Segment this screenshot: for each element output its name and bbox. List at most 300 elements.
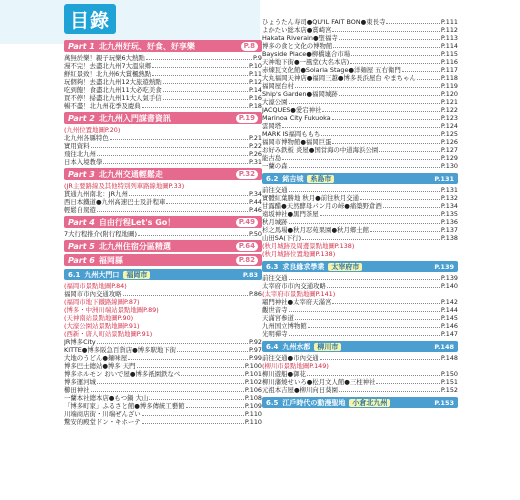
section-title <box>282 342 434 352</box>
toc-entry-page: P.135 <box>440 210 458 218</box>
toc-entry[interactable] <box>262 114 458 122</box>
toc-entry-page: P.119 <box>440 82 458 90</box>
toc-entry-text: 櫛田神社 <box>64 386 90 394</box>
leader-dots <box>289 167 440 168</box>
section-area-name: 福岡市 <box>123 271 150 279</box>
toc-entry-text: 赤煉瓦文化館●Solaria Stage●洋麺屋 五右衛門 <box>262 66 401 74</box>
part-page: P.19 <box>236 114 258 123</box>
toc-entry-page: P.122 <box>440 106 458 114</box>
toc-entry-page: P.11 <box>248 70 262 78</box>
map-reference-text: (福岡市地下鐵路線圖P.87) <box>64 298 140 306</box>
map-reference[interactable] <box>262 290 458 298</box>
toc-entry-text: 杉之馬場●秋月忍苑果園●秋月郷土館 <box>262 226 370 234</box>
toc-entry-page: P.123 <box>440 114 458 122</box>
toc-entry[interactable] <box>262 66 458 74</box>
part-page: P.49 <box>236 218 258 227</box>
leader-dots <box>282 159 440 160</box>
toc-entry-page: P.86 <box>248 290 262 298</box>
leader-dots <box>333 47 440 48</box>
leader-dots <box>97 383 244 384</box>
toc-entry-page: P.106 <box>244 386 262 394</box>
toc-entry-page: P.118 <box>440 74 458 82</box>
toc-entry[interactable] <box>64 198 262 206</box>
toc-entry-page: P.100 <box>244 362 262 370</box>
toc-entry-page: P.134 <box>440 202 458 210</box>
toc-entry-page: P.150 <box>440 370 458 378</box>
toc-entry[interactable] <box>64 354 262 362</box>
leader-dots <box>142 107 248 108</box>
map-reference[interactable] <box>64 282 262 290</box>
part-header[interactable] <box>64 216 262 228</box>
section-header[interactable] <box>64 269 262 280</box>
toc-entry-text: よかたい総本店●賞崎宮 <box>262 26 332 34</box>
part-header[interactable] <box>64 254 262 266</box>
part-header[interactable] <box>64 240 262 252</box>
toc-entry-text: Marinoa City Fukuoka <box>262 114 331 122</box>
toc-entry-text: お好み鉄板 炎屋●国営海の中道海浜公園 <box>262 146 379 154</box>
part-label: Part 3 <box>68 169 95 179</box>
leader-dots <box>289 103 440 104</box>
section-title <box>282 262 434 272</box>
toc-entry-text: 前往交通 <box>262 186 288 194</box>
toc-entry[interactable] <box>64 378 262 386</box>
toc-entry-text: 光明禪寺 <box>262 330 288 338</box>
leader-dots <box>91 147 248 148</box>
toc-entry-text: 博多巴士總站●博多 天門 <box>64 362 136 370</box>
map-reference[interactable] <box>64 330 262 338</box>
part-title: 福岡縣 <box>98 255 123 265</box>
toc-entry-text: 元祖本吉屋●柳川向日葵園 <box>262 386 338 394</box>
toc-entry[interactable] <box>262 18 458 26</box>
toc-entry-text: 北九州各縣特色 <box>64 134 109 142</box>
toc-entry[interactable] <box>262 186 458 194</box>
toc-entry-text: 天神地下街●一風堂(大名本店) <box>262 58 350 66</box>
leader-dots <box>332 303 439 304</box>
toc-entry-text: 輕鬆自駕遊 <box>64 206 96 214</box>
leader-dots <box>181 375 244 376</box>
toc-entry[interactable] <box>64 134 262 142</box>
toc-entry-page: P.139 <box>440 274 458 282</box>
part-title: 北九州入門謀書資訊 <box>98 113 171 123</box>
section-title <box>282 398 434 408</box>
toc-entry[interactable] <box>262 194 458 202</box>
toc-entry-page: P.132 <box>440 194 458 202</box>
leader-dots <box>370 231 440 232</box>
part-label: Part 5 <box>68 241 95 251</box>
section-number: 6.4 <box>266 342 279 351</box>
toc-entry[interactable] <box>262 122 458 130</box>
toc-entry-page: P.151 <box>440 378 458 386</box>
toc-entry-page: P.97 <box>248 346 262 354</box>
toc-entry[interactable] <box>64 158 262 166</box>
toc-entry[interactable] <box>262 378 458 386</box>
section-header[interactable] <box>262 397 458 408</box>
map-reference[interactable] <box>64 298 262 306</box>
toc-entry[interactable] <box>64 86 262 94</box>
toc-entry[interactable] <box>64 142 262 150</box>
part-title: 北九州住宿分區精選 <box>98 241 171 251</box>
section-page: P.83 <box>242 270 258 279</box>
toc-entry[interactable] <box>64 78 262 86</box>
toc-entry-text: 福岡市市內交通攻略 <box>64 290 122 298</box>
toc-entry[interactable] <box>262 298 458 306</box>
toc-entry-text: 暢不盡！北九州花季及慶典 <box>64 102 141 110</box>
toc-entry-page: P.44 <box>248 198 262 206</box>
leader-dots <box>97 343 248 344</box>
toc-entry-text: Hakata Riverain●聖福寺 <box>262 34 338 42</box>
map-reference[interactable] <box>64 182 262 190</box>
toc-entry-text: 玩個夠！去盡北九州12大旅遊熱點 <box>64 78 162 86</box>
toc-entry-text: Ship's Garden●福岡城跡 <box>262 90 338 98</box>
leader-dots <box>138 235 248 236</box>
map-reference[interactable] <box>262 362 458 370</box>
toc-entry-page: P.120 <box>440 90 458 98</box>
toc-entry-text: 太宰府市市內交通攻略 <box>262 282 326 290</box>
toc-entry-text: 前往交通 <box>262 274 288 282</box>
toc-entry-page: P.136 <box>440 218 458 226</box>
toc-entry-page: P.131 <box>440 186 458 194</box>
toc-entry-page: P.121 <box>440 98 458 106</box>
toc-entry-text: 甘露醋●天然酵母パン月の峠●痛築野倉酒 <box>262 202 382 210</box>
toc-entry-text: 驚安的殿堂ドン・キホーテ <box>64 418 141 426</box>
toc-entry-page: P.148 <box>440 354 458 362</box>
toc-entry[interactable] <box>262 234 458 242</box>
part-label: Part 1 <box>68 41 95 51</box>
toc-entry[interactable] <box>262 370 458 378</box>
section-subtitle: 九州水都 <box>282 342 311 351</box>
toc-entry-text: 漫不完！去盡北九州7大溫泉鄉 <box>64 62 152 70</box>
part-page: P.64 <box>236 242 258 251</box>
toc-entry[interactable] <box>262 74 458 82</box>
toc-entry-page: P.31 <box>248 158 262 166</box>
toc-entry[interactable] <box>262 202 458 210</box>
toc-entry[interactable] <box>64 190 262 198</box>
toc-entry[interactable] <box>262 146 458 154</box>
toc-entry-text: 天滿宮参道 <box>262 314 294 322</box>
part-label: Part 6 <box>68 255 95 265</box>
leader-dots <box>321 135 439 136</box>
toc-entry-text: 7大行程推介(附行程地圖) <box>64 230 137 238</box>
leader-dots <box>320 359 440 360</box>
leader-dots <box>376 383 440 384</box>
toc-entry[interactable] <box>262 82 458 90</box>
toc-entry[interactable] <box>64 94 262 102</box>
part-title: 北九州交通輕鬆走 <box>98 169 163 179</box>
toc-entry[interactable] <box>64 386 262 394</box>
toc-entry[interactable] <box>262 162 458 170</box>
toc-entry[interactable] <box>64 394 262 402</box>
toc-entry-text: 觀世音寺 <box>262 306 288 314</box>
leader-dots <box>97 211 248 212</box>
map-reference[interactable] <box>262 250 458 258</box>
leader-dots <box>91 391 244 392</box>
map-reference-text: (天神南站景點地圖P.90) <box>64 314 134 322</box>
leader-dots <box>360 199 440 200</box>
toc-entry[interactable] <box>64 290 262 298</box>
toc-entry-page: P.124 <box>440 122 458 130</box>
toc-entry-page: P.9 <box>253 54 262 62</box>
toc-entry[interactable] <box>262 282 458 290</box>
toc-entry-page: P.125 <box>440 130 458 138</box>
section-subtitle: 銘吉城 <box>282 174 304 183</box>
toc-entry[interactable] <box>262 386 458 394</box>
toc-entry[interactable] <box>64 402 262 410</box>
leader-dots <box>146 59 252 60</box>
toc-entry-text: 一蘭本社總本店●もつ鍋 大山 <box>64 394 149 402</box>
toc-entry[interactable] <box>262 306 458 314</box>
toc-entry-text: 貫通九州南北：JR九州 <box>64 190 128 198</box>
section-page: P.139 <box>434 262 454 271</box>
toc-entry-page: P.16 <box>248 94 262 102</box>
toc-entry-text: 遠坂神社●黒門茶屋 <box>262 210 319 218</box>
toc-entry[interactable] <box>262 50 458 58</box>
leader-dots <box>308 327 440 328</box>
part-page: P.82 <box>236 256 258 265</box>
toc-entry-page: P.12 <box>248 78 262 86</box>
toc-entry-text: 鮮紅景致！北九州6大賞楓熱點 <box>64 70 152 78</box>
toc-entry-page: P.26 <box>248 150 262 158</box>
toc-entry[interactable] <box>262 354 458 362</box>
leader-dots <box>339 95 440 96</box>
toc-entry[interactable] <box>262 138 458 146</box>
toc-entry-text: 買不停！掃盡北九州11大人氣手信 <box>64 94 162 102</box>
leader-dots <box>282 127 440 128</box>
toc-entry-page: P.147 <box>440 330 458 338</box>
leader-dots <box>327 287 440 288</box>
leader-dots <box>417 79 440 80</box>
toc-entry-page: P.101 <box>244 370 262 378</box>
leader-dots <box>339 391 440 392</box>
toc-entry[interactable] <box>262 26 458 34</box>
toc-entry-page: P.116 <box>440 58 458 66</box>
toc-entry-text: 大濠公園 <box>262 98 288 106</box>
toc-entry[interactable] <box>262 58 458 66</box>
toc-entry-page: P.102 <box>244 378 262 386</box>
part-header[interactable] <box>64 40 262 52</box>
toc-entry-text: 竈門神社●太宰府天滿宮 <box>262 298 332 306</box>
map-reference-text: (秋月城跡位置地圖P.138) <box>262 250 336 258</box>
section-page: P.131 <box>434 174 454 183</box>
toc-entry-page: P.99 <box>248 354 262 362</box>
toc-entry-page: P.140 <box>440 282 458 290</box>
toc-entry-text: 飛往北九州 <box>64 150 96 158</box>
toc-entry-text: 柳川藩燒せいろ●松月文人館●三柱神社 <box>262 378 376 386</box>
toc-entry-page: P.21 <box>248 134 262 142</box>
toc-entry[interactable] <box>262 130 458 138</box>
leader-dots <box>332 119 440 120</box>
leader-dots <box>289 223 440 224</box>
toc-entry[interactable] <box>64 150 262 158</box>
leader-dots <box>289 279 440 280</box>
map-reference-text: (大濠公園站景點地圖P.91) <box>64 322 140 330</box>
section-number: 6.2 <box>266 174 279 183</box>
toc-right-column <box>262 18 458 410</box>
map-reference[interactable] <box>64 322 262 330</box>
toc-entry-text: 博多運河城 <box>64 378 96 386</box>
toc-entry-text: 福岡市博物館●福岡巨蛋 <box>262 138 332 146</box>
toc-entry[interactable] <box>262 330 458 338</box>
section-page: P.148 <box>434 342 454 351</box>
section-area-name: 柳川市 <box>314 343 341 351</box>
part-label: Part 4 <box>68 217 95 227</box>
toc-entry-page: P.112 <box>440 26 458 34</box>
toc-entry-text: 前往交通●市內交通 <box>262 354 319 362</box>
toc-entry[interactable] <box>262 106 458 114</box>
part-title: 自由行程Let's Go！ <box>98 217 176 227</box>
leader-dots <box>97 155 248 156</box>
map-reference[interactable] <box>262 242 458 250</box>
map-reference-text: (博多・中洲川端站景點地圖P.89) <box>64 306 159 314</box>
toc-entry-page: P.114 <box>440 42 458 50</box>
section-area-name: 太宰府市 <box>328 263 362 271</box>
toc-entry-page: P.22 <box>248 142 262 150</box>
toc-entry[interactable] <box>64 338 262 346</box>
leader-dots <box>307 375 440 376</box>
section-title <box>282 174 434 184</box>
toc-entry[interactable] <box>64 346 262 354</box>
toc-entry-text: 福岡屋台村 <box>262 82 294 90</box>
toc-entry[interactable] <box>262 218 458 226</box>
leader-dots <box>163 83 248 84</box>
leader-dots <box>177 351 248 352</box>
leader-dots <box>137 367 244 368</box>
leader-dots <box>402 71 440 72</box>
map-reference-text: (西新・唐人町站景點地圖P.91) <box>64 330 153 338</box>
page-title: 目錄 <box>64 4 116 34</box>
map-reference[interactable] <box>64 306 262 314</box>
leader-dots <box>166 203 248 204</box>
toc-entry-text: 秋月城跡 <box>262 218 288 226</box>
toc-entry-page: P.10 <box>248 62 262 70</box>
leader-dots <box>295 87 440 88</box>
leader-dots <box>103 163 248 164</box>
map-reference-text: (太宰府市景點地圖P.141) <box>262 290 336 298</box>
toc-entry[interactable] <box>64 62 262 70</box>
leader-dots <box>110 139 248 140</box>
toc-entry[interactable] <box>262 42 458 50</box>
section-subtitle: 九州大門口 <box>84 270 120 279</box>
part-title: 北九州好玩、好食、好享樂 <box>98 41 195 51</box>
part-header[interactable] <box>64 112 262 124</box>
map-reference-text: (JR主要路線及其他特別列車路線地圖P.33) <box>64 182 185 190</box>
toc-entry[interactable] <box>64 206 262 214</box>
leader-dots <box>379 151 440 152</box>
section-subtitle: 求良緣求學業 <box>282 262 325 271</box>
toc-entry-text: 柳川遊船●御花 <box>262 370 306 378</box>
toc-entry-page: P.146 <box>440 322 458 330</box>
leader-dots <box>386 23 440 24</box>
leader-dots <box>289 191 440 192</box>
toc-entry[interactable] <box>262 34 458 42</box>
toc-entry-text: KITTE●博多阪急百貨店●博多駅地下街 <box>64 346 177 354</box>
toc-entry-text: 日本入境教學 <box>64 158 103 166</box>
toc-entry-text: 雲岡塔 <box>262 122 282 130</box>
section-header[interactable] <box>262 173 458 184</box>
leader-dots <box>332 31 439 32</box>
toc-entry-page: P.152 <box>440 386 458 394</box>
toc-entry[interactable] <box>64 230 262 238</box>
leader-dots <box>383 207 440 208</box>
map-reference-text: (九州位置地圖P.20) <box>64 126 121 134</box>
section-title <box>84 270 243 280</box>
toc-entry[interactable] <box>64 410 262 418</box>
toc-entry-text: 實體紅葉勝地 秋月●前往秋月交通 <box>262 194 360 202</box>
toc-entry-text: 大丸福岡天神店●福岡三越●博多長浜屋台 やまちゃん <box>262 74 416 82</box>
toc-entry-page: P.117 <box>440 66 458 74</box>
section-area-name: 小倉北九州 <box>349 399 390 407</box>
toc-entry[interactable] <box>262 314 458 322</box>
toc-entry-text: 實用資料 <box>64 142 90 150</box>
part-header[interactable] <box>64 168 262 180</box>
toc-entry[interactable] <box>262 274 458 282</box>
section-area-name: 糸島市 <box>307 175 334 183</box>
map-reference[interactable] <box>64 314 262 322</box>
section-header[interactable] <box>262 341 458 352</box>
toc-entry-text: 西日本鐵道●九州高速巴士及計程車 <box>64 198 166 206</box>
toc-entry[interactable] <box>262 154 458 162</box>
part-label: Part 2 <box>68 113 95 123</box>
toc-entry[interactable] <box>64 418 262 426</box>
toc-entry-text: MARK IS福岡ももち <box>262 130 321 138</box>
toc-entry[interactable] <box>262 90 458 98</box>
toc-entry[interactable] <box>64 102 262 110</box>
toc-entry[interactable] <box>262 210 458 218</box>
toc-entry[interactable] <box>262 226 458 234</box>
toc-entry-page: P.46 <box>248 206 262 214</box>
section-header[interactable] <box>262 261 458 272</box>
toc-entry-page: P.115 <box>440 50 458 58</box>
toc-entry-text: 「博多町家」ふるさと館●博多傳統工藝館 <box>64 402 185 410</box>
toc-entry-text: 大地のうどん●麺味屋 <box>64 354 128 362</box>
toc-entry[interactable] <box>64 70 262 78</box>
toc-entry[interactable] <box>64 370 262 378</box>
toc-entry[interactable] <box>262 322 458 330</box>
leader-dots <box>142 415 244 416</box>
toc-entry-text: JR博多City <box>64 338 96 346</box>
part-page: P.8 <box>241 42 258 51</box>
toc-entry[interactable] <box>64 54 262 62</box>
toc-entry-page: P.126 <box>440 138 458 146</box>
toc-entry-page: P.110 <box>244 410 262 418</box>
toc-entry[interactable] <box>64 362 262 370</box>
map-reference[interactable] <box>64 126 262 134</box>
map-reference-text: (柳川市景點地圖P.149) <box>262 362 329 370</box>
leader-dots <box>322 111 439 112</box>
toc-entry-page: P.145 <box>440 314 458 322</box>
toc-entry-text: 山田SA(下行) <box>262 234 302 242</box>
toc-entry-text: ひょうたん寿司●QU'IL FAIT BON●東長寺 <box>262 18 386 26</box>
toc-entry-text: JACQUES●愛宕神社 <box>262 106 322 114</box>
toc-entry-page: P.142 <box>440 298 458 306</box>
toc-entry-page: P.137 <box>440 226 458 234</box>
map-reference-text: (福岡市景點地圖P.84) <box>64 282 127 290</box>
leader-dots <box>152 67 248 68</box>
part-page: P.32 <box>236 170 258 179</box>
leader-dots <box>163 91 248 92</box>
leader-dots <box>351 55 440 56</box>
toc-entry-page: P.109 <box>244 402 262 410</box>
leader-dots <box>128 359 248 360</box>
leader-dots <box>129 195 248 196</box>
leader-dots <box>149 399 244 400</box>
section-subtitle: 江戶時代の動漫聖地 <box>282 398 346 407</box>
toc-entry-page: P.50 <box>248 230 262 238</box>
toc-entry-text: 能古島 <box>262 154 282 162</box>
section-number: 6.3 <box>266 262 279 271</box>
toc-entry-text: 博多の食と文化の博物館 <box>262 42 333 50</box>
leader-dots <box>142 423 244 424</box>
toc-entry[interactable] <box>262 98 458 106</box>
